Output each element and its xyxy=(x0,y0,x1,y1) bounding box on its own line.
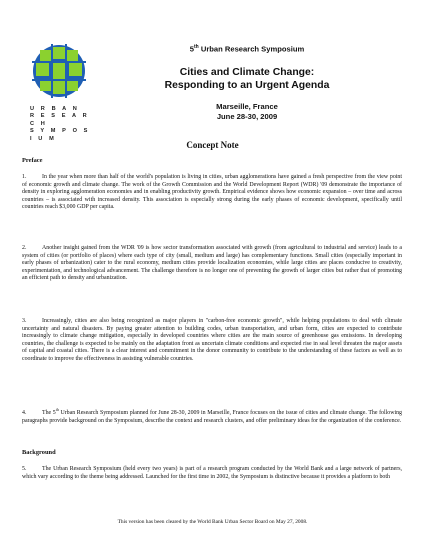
urban-research-symposium-logo xyxy=(28,44,90,143)
event-location-date xyxy=(118,102,376,121)
logo-word-research: R E S E A R C H xyxy=(30,113,90,127)
section-heading-preface: Preface xyxy=(22,157,43,164)
globe-logo-icon xyxy=(32,44,86,98)
paragraph-2: 2. Another insight gained from the WDR '09 is how sector transformation associated with growth (from agricultural to industrial and service) leads to a system of cities (or portfolio of places) where each type of city (small, medium and large) has complementary functions. Small cities (especially important in early phases of urbanization) cater to the rural economy, medium cities provide localization economies, while large cities are places conducive to creativity, experimentation, and technological advancement. The challenge therefore is no longer one of preventing the growth of larger cities but rather that of promoting an efficient path to density and urbanization. xyxy=(22,245,402,282)
logo-word-symposium: S Y M P O S I U M xyxy=(30,128,91,142)
paragraph-5: 5. The Urban Research Symposium (held every two years) is part of a research program conducted by the World Bank and a large network of partners, which vary according to the theme being addressed. Launched for the first time in 2002, the Symposium is distinctive because it provides a platform to both xyxy=(22,466,402,480)
section-heading-background: Background xyxy=(22,449,56,456)
concept-note-heading: Concept Note xyxy=(186,140,239,150)
page-footer-note: This version has been cleared by the World Bank Urban Sector Board on May 27, 2008. xyxy=(117,519,308,525)
symposium-heading: 5th Urban Research Symposium xyxy=(189,44,305,54)
paragraph-4: 4. The 5th Urban Research Symposium planned for June 28-30, 2009 in Marseille, France focuses on the issue of cities and climate change. The following paragraphs provide background on the Symposium, describe the context and research clusters, and offer preliminary ideas for the organization of the conference. xyxy=(22,407,402,424)
title-line-2: Responding to an Urgent Agenda xyxy=(164,79,330,91)
document-title xyxy=(118,67,376,92)
paragraph-3: 3. Increasingly, cities are also being recognized as major players in "carbon-free economic growth", while helping populations to deal with climate uncertainty and natural disasters. By paying greater attention to building codes, urban transportation, and urban form, cities are expected to contribute increasingly to climate change mitigation, especially in developed countries where cities are the main source of greenhouse gas emissions. In developing countries, the challenge is expected to be mainly on the adaptation front as uncertain climate conditions and expected rise in seal level threaten the major assets of capital and coastal cities. There is a clear interest and commitment in the donor community to contribute to the understanding of these factors as well as to coordinate to improve the effectiveness in assisting vulnerable countries. xyxy=(22,318,402,362)
title-line-1: Cities and Climate Change: xyxy=(179,67,315,78)
paragraph-1: 1. In the year when more than half of the world's population is living in cities, urban agglomerations have gained a fresh perspective from the view point of economic growth and climate change. The work of the Growth Commission and the World Development Report (WDR) '09 demonstrate the importance of density in exploring agglomeration economies and in enabling productivity growth. Empirical evidence shows how economic expansion – over time and across countries – is associated with increased density. This association is especially strong during the early phases of economic development, specifically until countries reach $3,000 GDP per capita. xyxy=(22,174,402,211)
event-location: Marseille, France xyxy=(216,102,278,111)
event-dates: June 28-30, 2009 xyxy=(216,111,278,121)
logo-word-urban: U R B A N xyxy=(30,106,80,112)
